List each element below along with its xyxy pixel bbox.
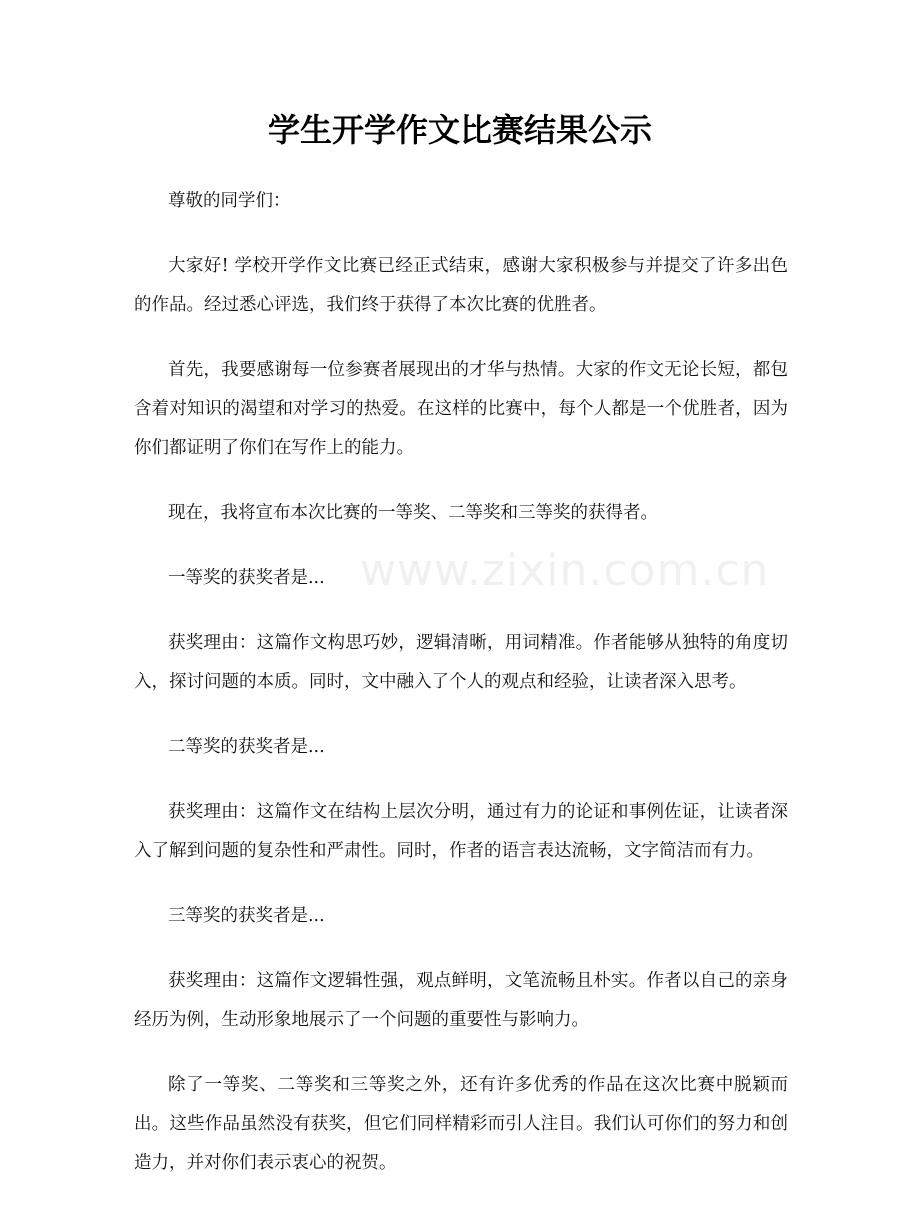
- document-body: [134, 182, 788, 1209]
- first-prize-reason: 获奖理由：这篇作文构思巧妙，逻辑清晰，用词精准。作者能够从独特的角度切入，探讨问题的本质。同时，文中融入了个人的观点和经验，让读者深入思考。: [134, 633, 788, 692]
- watermark-text: www.zixin.com.cn: [360, 545, 770, 596]
- first-prize-heading: 一等奖的获奖者是...: [168, 568, 325, 588]
- announcement-paragraph: 现在，我将宣布本次比赛的一等奖、二等奖和三等奖的获得者。: [168, 503, 658, 523]
- closing-paragraph: 除了一等奖、二等奖和三等奖之外，还有许多优秀的作品在这次比赛中脱颖而出。这些作品虽然没有获奖，但它们同样精彩而引人注目。我们认可你们的努力和创造力，并对你们表示衷心的祝贺。: [134, 1075, 788, 1173]
- document-title: 学生开学作文比赛结果公示: [267, 111, 652, 149]
- greeting-paragraph: 尊敬的同学们：: [168, 191, 291, 211]
- second-prize-heading: 二等奖的获奖者是...: [168, 737, 325, 757]
- second-prize-reason: 获奖理由：这篇作文在结构上层次分明，通过有力的论证和事例佐证，让读者深入了解到问题的复杂性和严肃性。同时，作者的语言表达流畅，文字简洁而有力。: [134, 802, 788, 861]
- third-prize-reason: 获奖理由：这篇作文逻辑性强，观点鲜明，文笔流畅且朴实。作者以自己的亲身经历为例，生动形象地展示了一个问题的重要性与影响力。: [134, 971, 788, 1030]
- third-prize-heading: 三等奖的获奖者是...: [168, 906, 325, 926]
- thanks-paragraph: 首先，我要感谢每一位参赛者展现出的才华与热情。大家的作文无论长短，都包含着对知识的渴望和对学习的热爱。在这样的比赛中，每个人都是一个优胜者，因为你们都证明了你们在写作上的能力。: [134, 360, 788, 458]
- intro-paragraph: 大家好! 学校开学作文比赛已经正式结束，感谢大家积极参与并提交了许多出色的作品。经过悉心评选，我们终于获得了本次比赛的优胜者。: [134, 256, 788, 315]
